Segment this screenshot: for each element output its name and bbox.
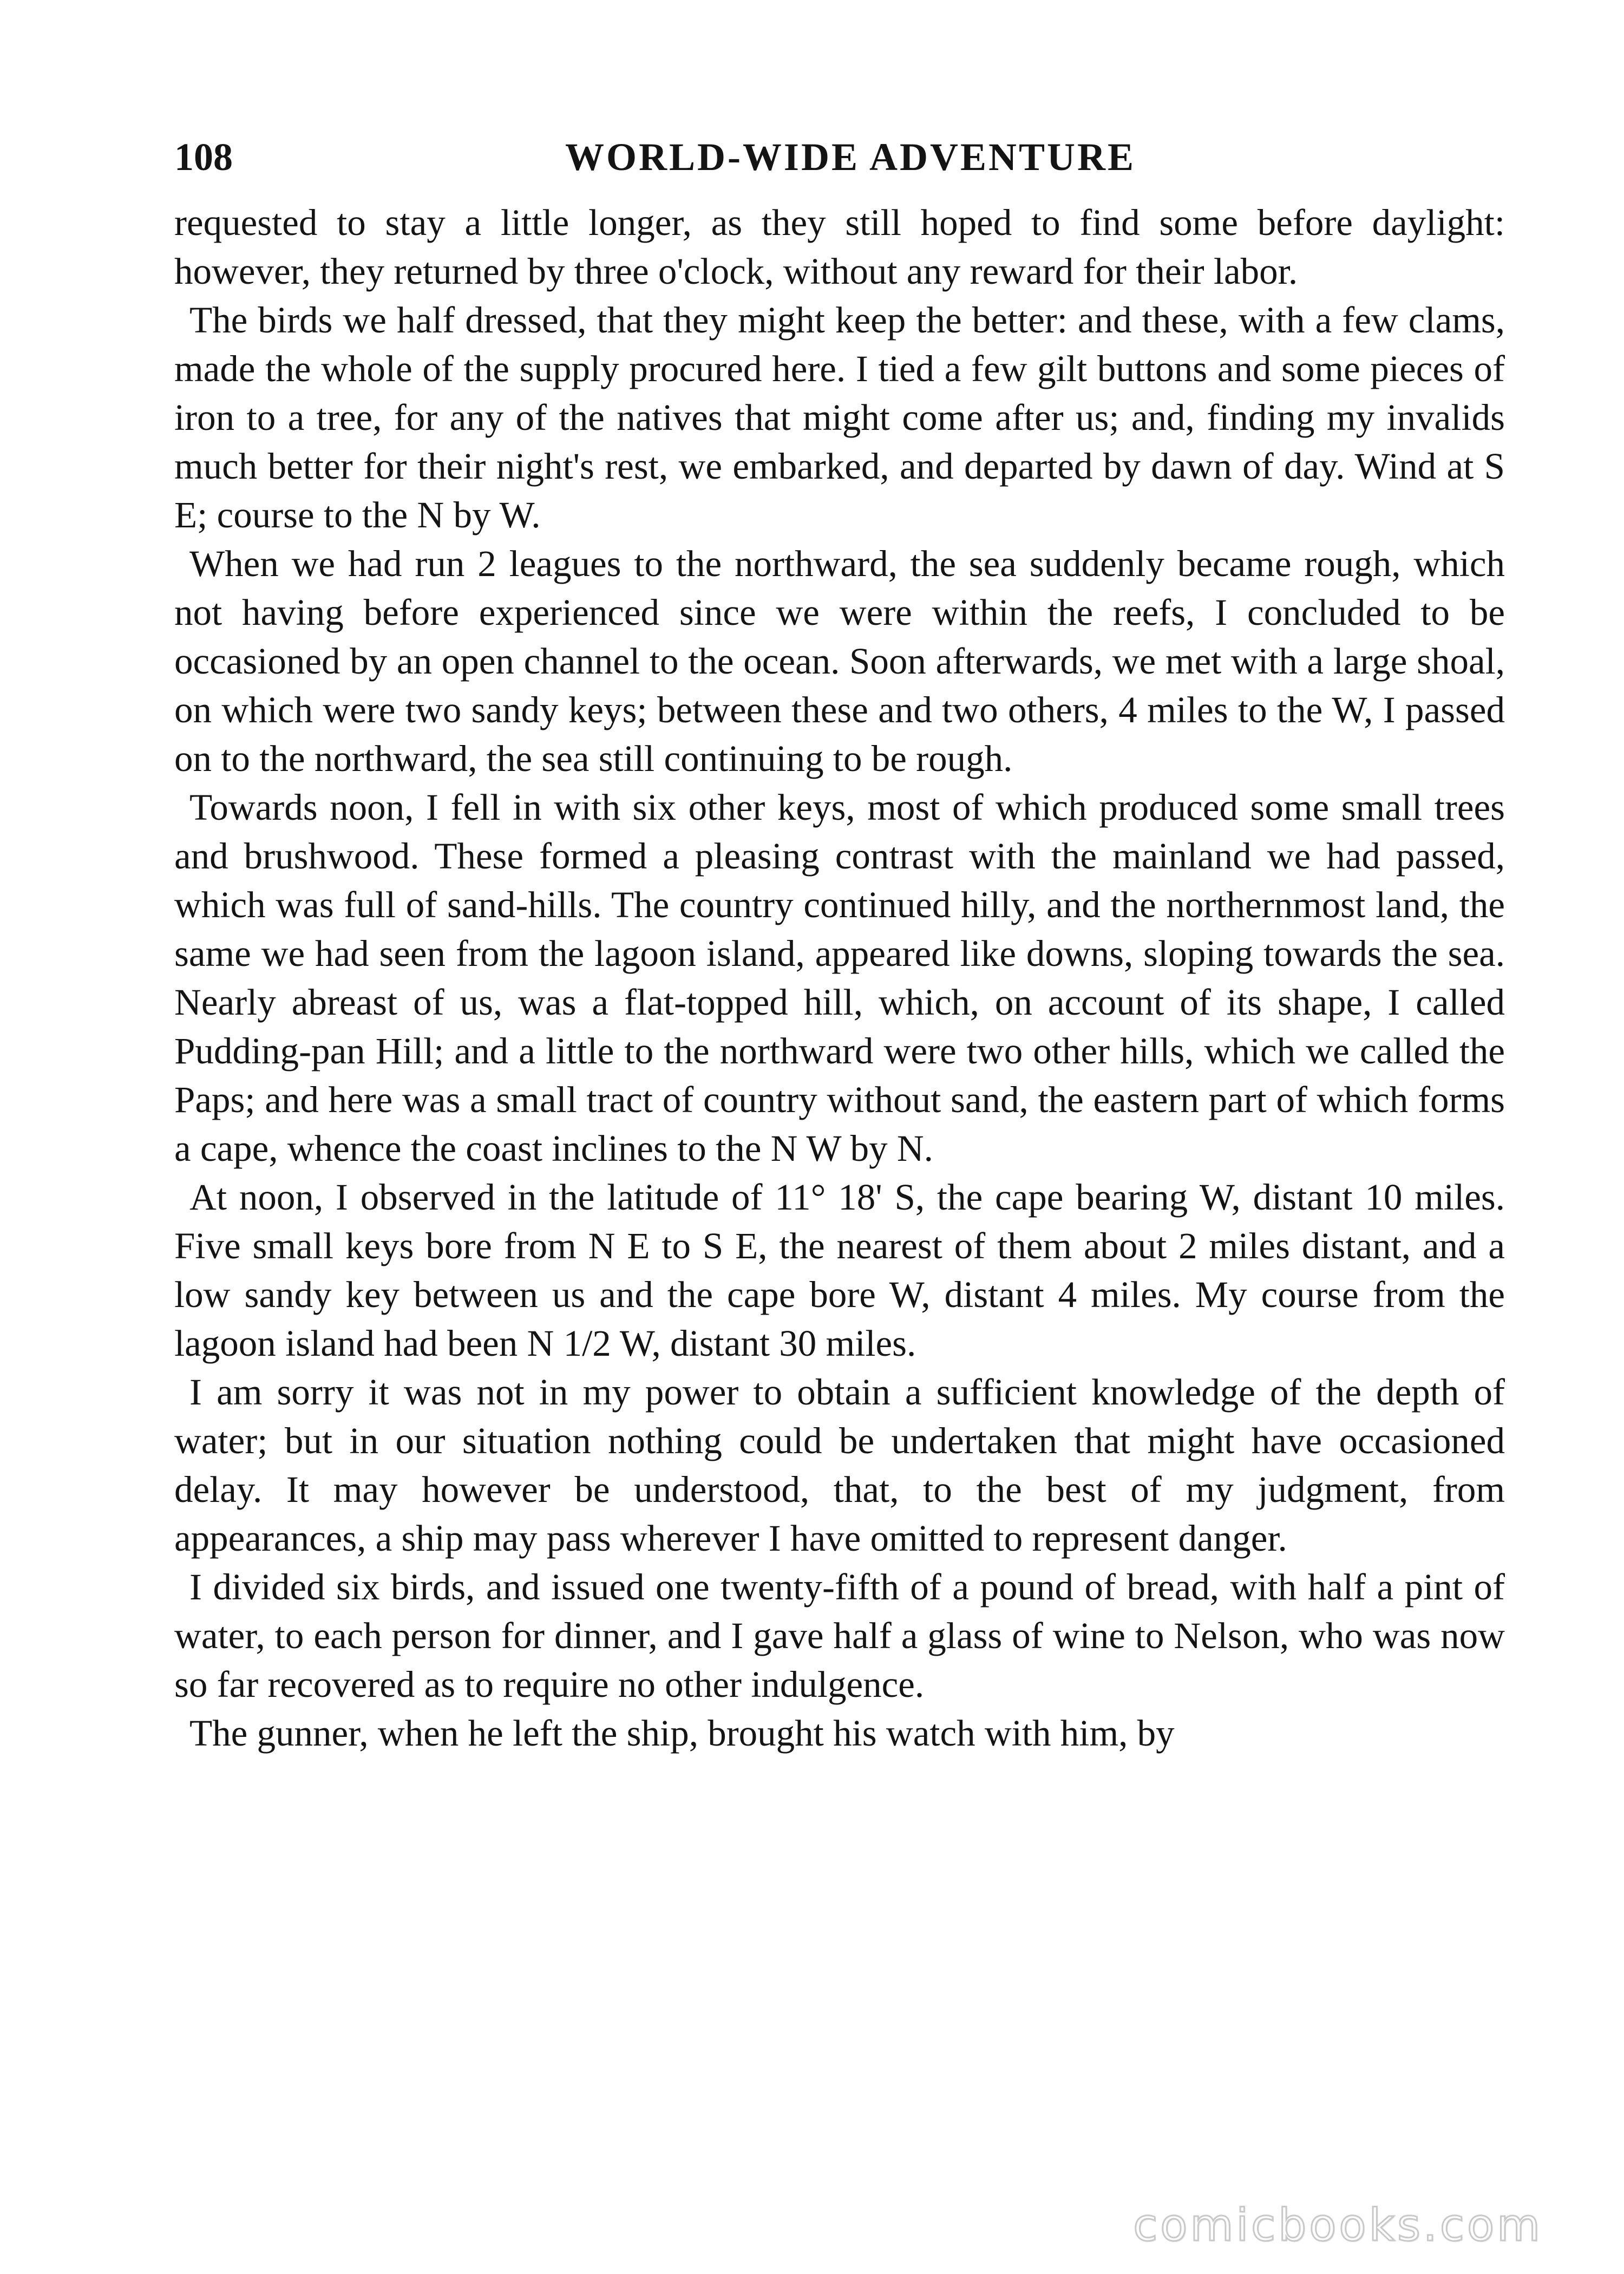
running-title: WORLD-WIDE ADVENTURE xyxy=(565,135,1136,179)
paragraph-dinner: I divided six birds, and issued one twenty-fifth of a pound of bread, with half a pint of water, to each person for dinner, and I gave half a glass of wine to Nelson, who was now so far recovered as to require no other indulgence. xyxy=(174,1566,1505,1705)
body-text xyxy=(174,198,1505,1757)
paragraph-depth: I am sorry it was not in my power to obtain a sufficient knowledge of the depth of water; but in our situation nothing could be undertaken that might have occasioned delay. It may however be understood, that, to the best of my judgment, from appearances, a ship may pass wherever I have omitted to represent danger. xyxy=(174,1371,1505,1559)
page-number: 108 xyxy=(174,135,233,179)
paragraph-gunner: The gunner, when he left the ship, brought his watch with him, by xyxy=(189,1713,1175,1754)
paragraph-birds: The birds we half dressed, that they might keep the better: and these, with a few clams, made the whole of the supply procured here. I tied a few gilt buttons and some pieces of iron to a tree, for any of the natives that might come after us; and, finding my invalids much better for their night's rest, we embarked, and departed by dawn of day. Wind at S E; course to the N by W. xyxy=(174,299,1505,535)
paragraph-latitude: At noon, I observed in the latitude of 11° 18' S, the cape bearing W, distant 10 miles. Five small keys bore from N E to S E, the nearest of them about 2 miles distant, and a low sandy key between us and the cape bore W, distant 4 miles. My course from the lagoon island had been N 1/2 W, distant 30 miles. xyxy=(174,1177,1505,1364)
running-head xyxy=(174,125,1505,190)
site-watermark: comicbooks.com xyxy=(1133,2200,1543,2251)
paragraph-rough-sea: When we had run 2 leagues to the northward, the sea suddenly became rough, which not having before experienced since we were within the reefs, I concluded to be occasioned by an open channel to the ocean. Soon afterwards, we met with a large shoal, on which were two sandy keys; between these and two others, 4 miles to the W, I passed on to the northward, the sea still continuing to be rough. xyxy=(174,543,1505,779)
book-page xyxy=(174,125,1505,2171)
paragraph-towards-noon: Towards noon, I fell in with six other keys, most of which produced some small trees and brushwood. These formed a pleasing contrast with the mainland we had passed, which was full of sand-hills. The country continued hilly, and the northernmost land, the same we had seen from the lagoon island, appeared like downs, sloping towards the sea. Nearly abreast of us, was a flat-topped hill, which, on account of its shape, I called Pudding-pan Hill; and a little to the northward were two other hills, which we called the Paps; and here was a small tract of country without sand, the eastern part of which forms a cape, whence the coast inclines to the N W by N. xyxy=(174,787,1505,1169)
paragraph-continued: requested to stay a little longer, as they still hoped to find some before daylight: however, they returned by three o'clock, without any reward for their labor. xyxy=(174,202,1505,292)
